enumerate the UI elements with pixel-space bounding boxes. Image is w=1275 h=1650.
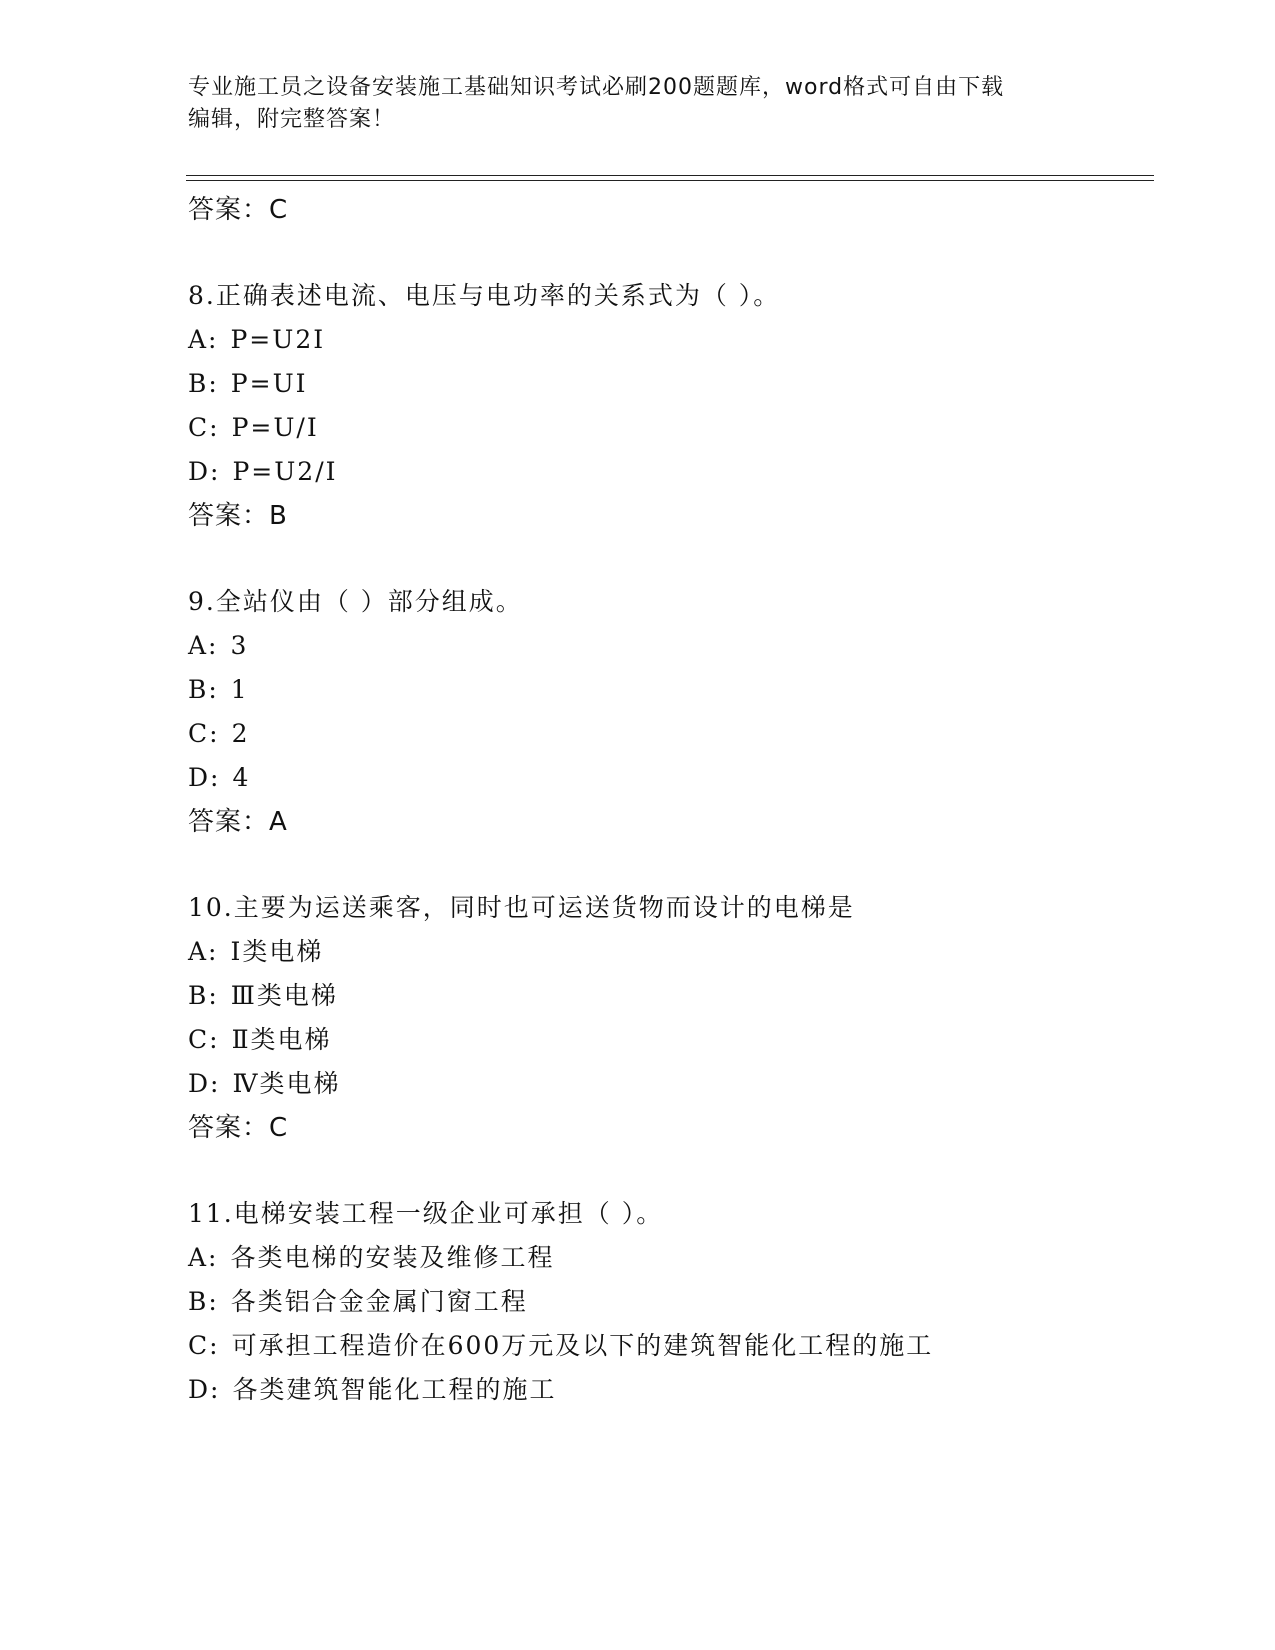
answer-value: A — [269, 807, 288, 837]
option-key: C: — [188, 413, 220, 442]
option-text: 2 — [231, 719, 250, 748]
answer-label: 答案： — [188, 807, 270, 837]
option-c — [188, 412, 319, 444]
option-text: Ⅳ类电梯 — [232, 1069, 341, 1098]
option-text: Ⅰ类电梯 — [230, 937, 324, 966]
option-text: 各类铝合金金属门窗工程 — [230, 1287, 528, 1316]
option-c — [188, 1024, 332, 1056]
option-key: B: — [188, 1287, 219, 1316]
answer-line-q7 — [188, 194, 288, 226]
option-key: B: — [188, 981, 219, 1010]
option-text: P=U2/I — [232, 457, 338, 486]
option-key: C: — [188, 1025, 220, 1054]
option-c — [188, 1330, 933, 1362]
option-a — [188, 1242, 555, 1274]
answer-value: B — [269, 501, 288, 531]
header-title-line-2: 编辑，附完整答案！ — [188, 107, 396, 132]
option-a — [188, 630, 248, 662]
option-b — [188, 980, 338, 1012]
question-stem-10: 10.主要为运送乘客，同时也可运送货物而设计的电梯是 — [188, 893, 855, 922]
option-key: C: — [188, 1331, 220, 1360]
option-d — [188, 762, 250, 794]
question-stem-9: 9.全站仪由（ ）部分组成。 — [188, 587, 523, 616]
answer-line-q8 — [188, 500, 288, 532]
option-b — [188, 1286, 528, 1318]
header-divider-bottom — [186, 180, 1154, 181]
option-text: 3 — [230, 631, 249, 660]
option-a — [188, 324, 325, 356]
option-key: D: — [188, 763, 221, 792]
answer-line-q10 — [188, 1112, 288, 1144]
answer-value: C — [269, 1113, 289, 1143]
option-a — [188, 936, 323, 968]
document-header — [188, 72, 1088, 136]
answer-label: 答案： — [188, 1113, 270, 1143]
option-text: P=UI — [230, 369, 308, 398]
option-text: 各类建筑智能化工程的施工 — [232, 1375, 557, 1404]
option-text: P=U2I — [230, 325, 326, 354]
option-text: 4 — [232, 763, 251, 792]
option-text: 1 — [230, 675, 249, 704]
option-key: D: — [188, 1375, 221, 1404]
answer-line-q9 — [188, 806, 288, 838]
option-d — [188, 1068, 340, 1100]
option-b — [188, 674, 249, 706]
option-key: A: — [188, 937, 219, 966]
option-text: 可承担工程造价在600万元及以下的建筑智能化工程的施工 — [231, 1331, 934, 1360]
header-title-line-1: 专业施工员之设备安装施工基础知识考试必刷200题题库，word格式可自由下载 — [188, 75, 1005, 100]
option-b — [188, 368, 308, 400]
option-key: D: — [188, 457, 221, 486]
option-key: B: — [188, 675, 219, 704]
option-key: A: — [188, 325, 219, 354]
option-d — [188, 456, 338, 488]
option-key: B: — [188, 369, 219, 398]
answer-value: C — [269, 195, 289, 225]
option-text: P=U/I — [231, 413, 319, 442]
option-d — [188, 1374, 556, 1406]
option-key: C: — [188, 719, 220, 748]
option-key: D: — [188, 1069, 221, 1098]
header-divider-top — [186, 175, 1154, 176]
option-text: Ⅱ类电梯 — [231, 1025, 332, 1054]
option-text: 各类电梯的安装及维修工程 — [230, 1243, 555, 1272]
question-stem-8: 8.正确表述电流、电压与电功率的关系式为（ ）。 — [188, 281, 781, 310]
answer-label: 答案： — [188, 195, 270, 225]
question-stem-11: 11.电梯安装工程一级企业可承担（ ）。 — [188, 1199, 664, 1228]
answer-label: 答案： — [188, 501, 270, 531]
option-c — [188, 718, 249, 750]
option-key: A: — [188, 1243, 219, 1272]
option-text: Ⅲ类电梯 — [230, 981, 338, 1010]
option-key: A: — [188, 631, 219, 660]
